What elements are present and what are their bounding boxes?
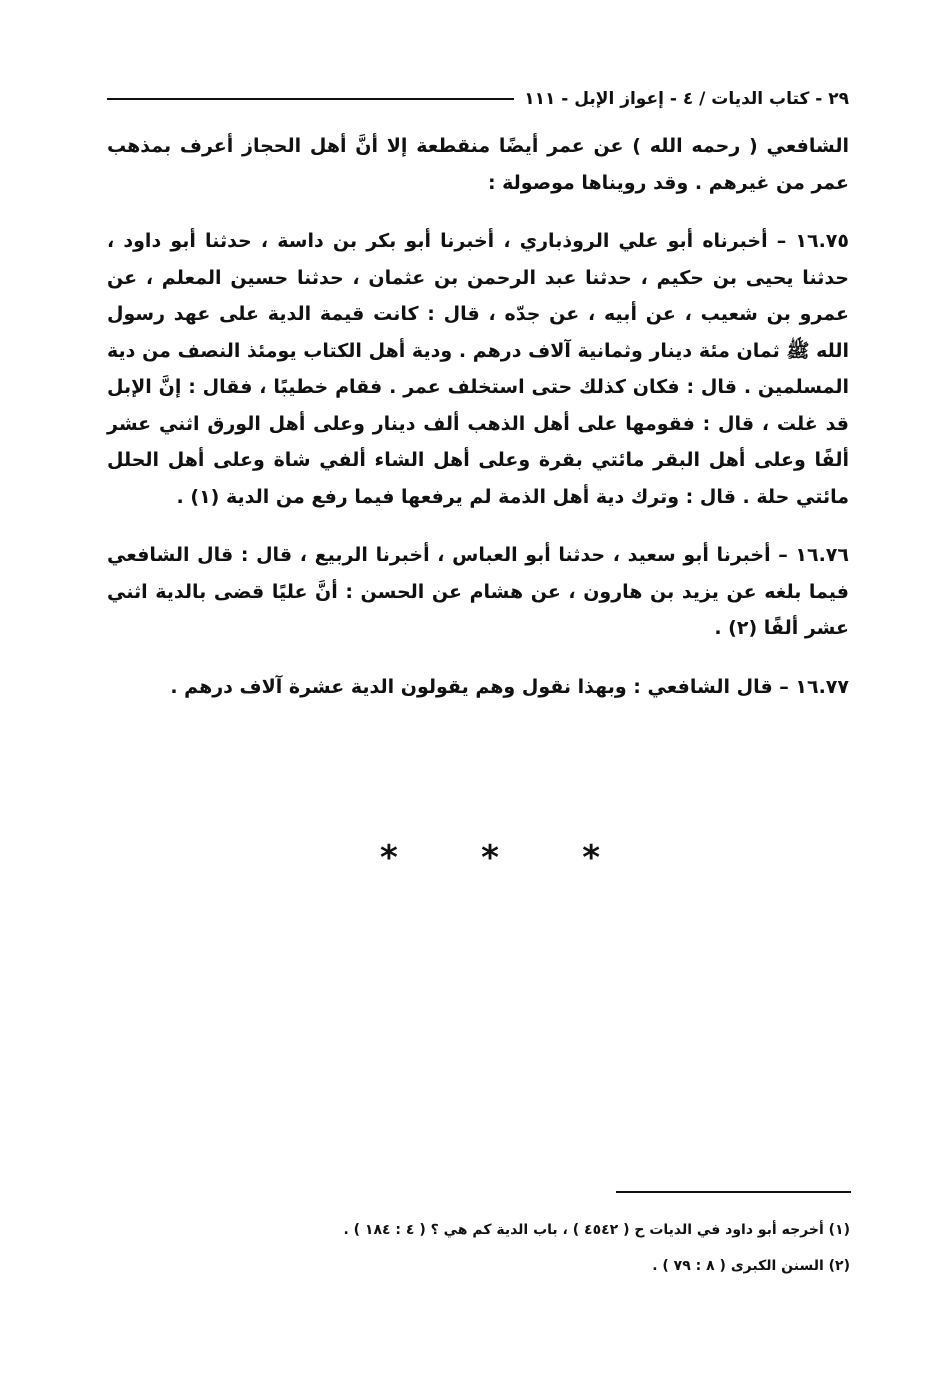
running-head-title: ٢٩ - كتاب الديات / ٤ - إعواز الإبل - ١١١ <box>524 89 849 109</box>
hadith-paragraph: ١٦.٧٦ – أخبرنا أبو سعيد ، حدثنا أبو العباس ، أخبرنا الربيع ، قال : قال الشافعي فيما بلغه عن يزيد بن هارون ، عن هشام عن الحسن : أنَّ عليًا قضى بالدية اثني عشر ألفًا (٢) . <box>107 544 849 639</box>
footnote-ref: (١) <box>183 485 226 508</box>
hadith-paragraph: ١٦.٧٧ – قال الشافعي : وبهذا نقول وهم يقولون الدية عشرة آلاف درهم . <box>170 675 849 698</box>
hadith-text: – أخبرناه أبو علي الروذباري ، أخبرنا أبو بكر بن داسة ، حدثنا أبو داود ، حدثنا يحيى بن حكيم ، حدثنا عبد الرحمن بن عثمان ، حدثنا حسين المعلم ، عن عمرو بن شعيب ، عن أبيه ، عن جدّه ، قال : كانت قيمة الدية على عهد رسول الله ﷺ ثمان مئة دينار وثمانية آلاف درهم . ودية أهل الكتاب يومئذ النصف من دية المسلمين . قال : فكان كذلك حتى استخلف عمر . فقام خطيبًا ، فقال : إنَّ الإبل قد غلت ، قال : فقومها على أهل الذهب ألف دينار وعلى أهل الورق اثني عشر ألفًا وعلى أهل البقر مائتي بقرة وعلى أهل الشاء ألفي شاة وعلى أهل الحلل مائتي حلة . قال : وترك دية أهل الذمة لم يرفعها فيما رفع من الدية <box>107 230 849 508</box>
separator-star: * <box>582 838 600 878</box>
footnotes <box>150 1212 850 1284</box>
hadith-number: ١٦.٧٧ <box>795 675 849 698</box>
running-head <box>107 84 849 114</box>
separator-star: * <box>481 838 499 878</box>
main-text <box>107 128 849 705</box>
separator-star: * <box>380 838 398 878</box>
hadith-text: – أخبرنا أبو سعيد ، حدثنا أبو العباس ، أخبرنا الربيع ، قال : قال الشافعي فيما بلغه عن يزيد بن هارون ، عن هشام عن الحسن : أنَّ عليًا قضى بالدية اثني عشر ألفًا <box>107 544 849 639</box>
hadith-paragraph: ١٦.٧٥ – أخبرناه أبو علي الروذباري ، أخبرنا أبو بكر بن داسة ، حدثنا أبو داود ، حدثنا يحيى بن حكيم ، حدثنا عبد الرحمن بن عثمان ، حدثنا حسين المعلم ، عن عمرو بن شعيب ، عن أبيه ، عن جدّه ، قال : كانت قيمة الدية على عهد رسول الله ﷺ ثمان مئة دينار وثمانية آلاف درهم . ودية أهل الكتاب يومئذ النصف من دية المسلمين . قال : فكان كذلك حتى استخلف عمر . فقام خطيبًا ، فقال : إنَّ الإبل قد غلت ، قال : فقومها على أهل الذهب ألف دينار وعلى أهل الورق اثني عشر ألفًا وعلى أهل البقر مائتي بقرة وعلى أهل الشاء ألفي شاة وعلى أهل الحلل مائتي حلة . قال : وترك دية أهل الذمة لم يرفعها فيما رفع من الدية (١) . <box>107 230 849 508</box>
footnote-rule <box>616 1191 851 1193</box>
hadith-text: – قال الشافعي : وبهذا نقول وهم يقولون الدية عشرة آلاف درهم <box>184 675 796 698</box>
hadith-number: ١٦.٧٦ <box>795 544 849 566</box>
intro-paragraph: الشافعي ( رحمه الله ) عن عمر أيضًا منقطعة إلا أنَّ أهل الحجاز أعرف بمذهب عمر من غيرهم . وقد رويناها موصولة : <box>107 135 849 194</box>
footnote-item: (١) أخرجه أبو داود في الديات ح ( ٤٥٤٢ ) ، باب الدية كم هي ؟ ( ٤ : ١٨٤ ) . <box>343 1222 850 1238</box>
section-separator <box>380 838 600 878</box>
footnote-ref: (٢) <box>721 617 764 639</box>
hadith-number: ١٦.٧٥ <box>795 230 849 252</box>
running-head-rule <box>107 98 514 100</box>
footnote-item: (٢) السنن الكبرى ( ٨ : ٧٩ ) . <box>652 1258 850 1274</box>
